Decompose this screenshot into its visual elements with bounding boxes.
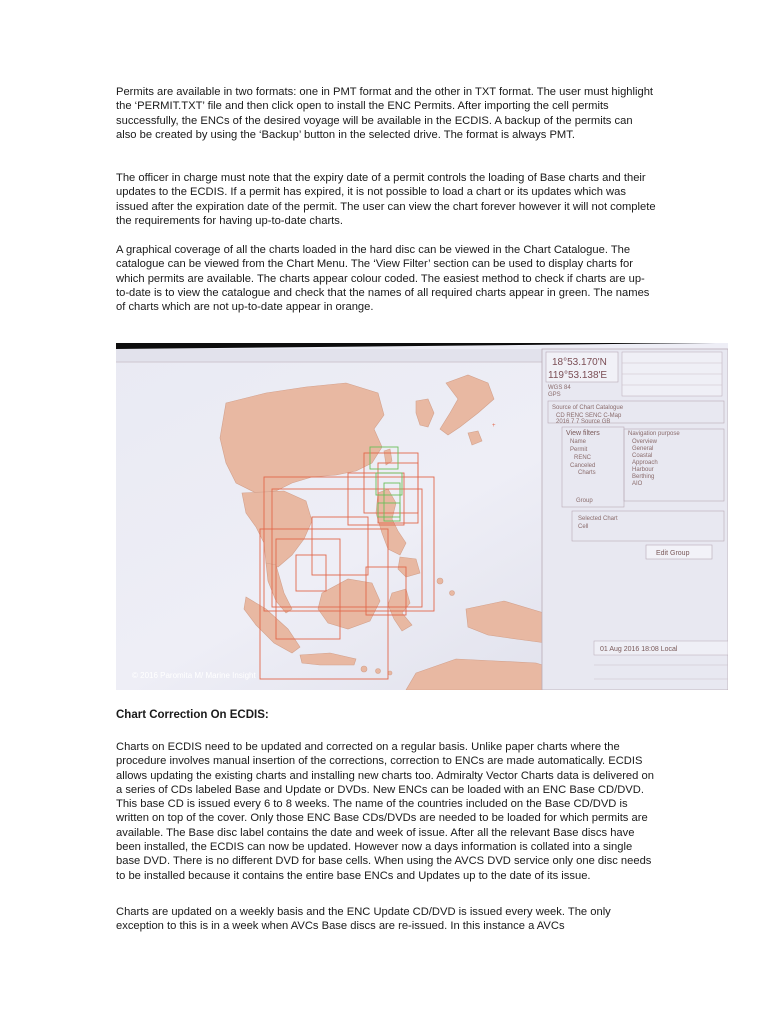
filter-permit[interactable]: Permit (570, 447, 588, 453)
section-heading: Chart Correction On ECDIS: (116, 709, 269, 721)
filter-name[interactable]: Name (570, 439, 587, 445)
nav-general[interactable]: General (632, 446, 654, 452)
nav-approach[interactable]: Approach (632, 460, 658, 466)
nav-harbour[interactable]: Harbour (632, 467, 654, 473)
ecdis-photo (116, 343, 728, 690)
paragraph-weekly-updates: Charts are updated on a weekly basis and the ENC Update CD/DVD is issued every week. The only exception to this is in a week when AVCs Base discs are re-issued. In this instance a AVCs (116, 906, 611, 933)
paragraph-catalogue: A graphical coverage of all the charts loaded in the hard disc can be viewed in the Chart Catalogue. The catalogue can be viewed from the Chart Menu. The ‘View Filter’ section can be used to display charts for which permits are available. The charts appear colour coded. The easiest method to check if charts are up-to-date is to view the catalogue and check that the names of all required charts appear in green. The names of charts which are not up-to-date appear in orange. (116, 244, 650, 314)
catalogue-date: 2016 7 7 Source GB (556, 419, 611, 425)
datum-label: WGS 84 (548, 385, 571, 391)
nav-purpose-label: Navigation purpose (628, 431, 680, 437)
ecdis-side-panel (542, 349, 728, 690)
gps-label: GPS (548, 392, 561, 398)
ecdis-screen-illustration (116, 343, 728, 690)
longitude-readout: 119°53.138'E (548, 370, 608, 381)
latitude-readout: 18°53.170'N (552, 357, 607, 368)
selected-chart-label: Selected Chart (578, 516, 618, 522)
selected-cell-label: Cell (578, 524, 589, 530)
filter-charts: Charts (578, 470, 596, 476)
catalogue-source-label: Source of Chart Catalogue (552, 405, 624, 411)
paragraph-permits: Permits are available in two formats: one in PMT format and the other in TXT format. The user must highlight the ‘PERMIT.TXT’ file and then click open to install the ENC Permits. After importing the cell permits successfully, the ENCs of the desired voyage will be available in the ECDIS. A backup of the permits can also be created by using the ‘Backup’ button in the selected drive. The format is always PMT. (116, 86, 654, 141)
group-checkbox[interactable]: Group (576, 498, 593, 504)
photo-copyright: © 2016 Paromita M/ Marine Insight (132, 671, 256, 680)
paragraph-expiry: The officer in charge must note that the expiry date of a permit controls the loading of Base charts and their updates to the ECDIS. If a permit has expired, it is not possible to load a chart or its updates which was issued after the expiration date of the permit. The user can view the chart forever however it will not complete the requirements for having up-to-date charts. (116, 172, 656, 227)
paragraph-chart-correction: Charts on ECDIS need to be updated and corrected on a regular basis. Unlike paper charts where the procedure involves manual insertion of the corrections, correction to ENCs are made automatically. ECDIS allows updating the existing charts and installing new charts too. Admiralty Vector Charts data is delivered on a series of CDs labeled Base and Update or DVDs. New ENCs can be loaded with an ENC Base CD/DVD. This base CD is issued every 6 to 8 weeks. The name of the countries included on the Base CD/DVD is written on top of the cover. Only those ENC Base CDs/DVDs are needed to be loaded for which permits are available. The Base disc label contains the date and week of issue. After all the relevant Base discs have been installed, the ECDIS can now be updated. However now a days information is collated into a single base DVD. There is no different DVD for base cells. When using the AVCS DVD service only one disc needs to be installed because it contains the entire base ENCs and Updates up to the date of its issue. (116, 741, 654, 882)
edit-group-button[interactable]: Edit Group (656, 550, 690, 557)
svg-text:+: + (492, 423, 496, 429)
nav-berthing[interactable]: Berthing (632, 474, 655, 480)
filter-canceled[interactable]: Canceled (570, 463, 596, 469)
nav-overview[interactable]: Overview (632, 439, 658, 445)
nav-aio[interactable]: AIO (632, 481, 643, 487)
datetime-readout: 01 Aug 2016 18:08 Local (600, 646, 678, 653)
view-filters-label: View filters (566, 430, 600, 437)
nav-coastal[interactable]: Coastal (632, 453, 653, 459)
filter-renc[interactable]: RENC (574, 455, 592, 461)
catalogue-source-options[interactable]: CD RENC SENC C-Map (556, 413, 622, 419)
